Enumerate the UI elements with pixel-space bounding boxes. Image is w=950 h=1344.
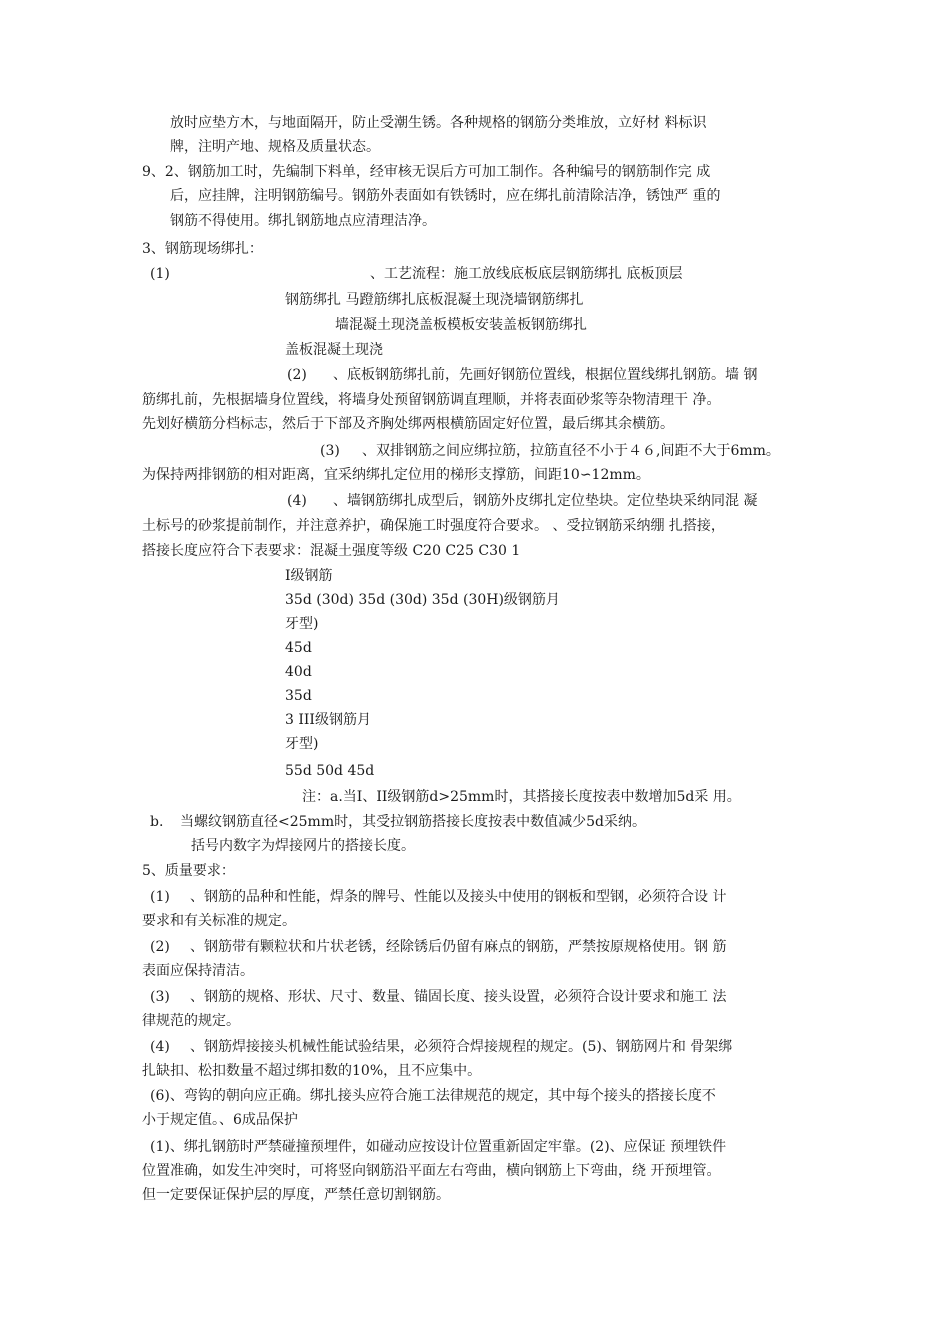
item-number: (3) (150, 989, 170, 1005)
text-line: 、工艺流程：施工放线底板底层钢筋绑扎 底板顶层 (370, 266, 683, 282)
table-text: 牙型) (285, 736, 319, 752)
text-line: 但一定要保证保护层的厚度，严禁任意切割钢筋。 (142, 1187, 450, 1203)
text-line: 后，应挂牌，注明钢筋编号。钢筋外表面如有铁锈时，应在绑扎前清除洁净，锈蚀严 重的 (170, 188, 721, 204)
text-line: 土标号的砂浆提前制作，并注意养护，确保施工时强度符合要求。 、受拉钢筋采纳绷 扎搭接， (142, 518, 725, 534)
table-text: I级钢筋 (285, 568, 333, 584)
note-number: b. (150, 814, 164, 830)
item-number: (1) (150, 889, 170, 905)
text-line: 放时应垫方木，与地面隔开，防止受潮生锈。各种规格的钢筋分类堆放，立好材 料标识 (170, 115, 707, 131)
text-line: 墙混凝土现浇盖板模板安装盖板钢筋绑扎 (335, 317, 587, 333)
table-text: 55d 50d 45d (285, 763, 375, 779)
table-text: 35d (285, 688, 312, 704)
text-line: (1)、绑扎钢筋时严禁碰撞预埋件，如碰动应按设计位置重新固定牢靠。(2)、应保证 预埋铁件 (150, 1139, 727, 1155)
table-text: 牙型) (285, 616, 319, 632)
text-line: 扎缺扣、松扣数量不超过绑扣数的10%，且不应集中。 (142, 1063, 482, 1079)
table-text: 40d (285, 664, 312, 680)
text-line: 先划好横筋分档标志，然后于下部及齐胸处绑两根横筋固定好位置，最后绑其余横筋。 (142, 416, 674, 432)
text-line: 搭接长度应符合下表要求：混凝土强度等级 C20 C25 C30 1 (142, 543, 521, 559)
text-line: 、钢筋焊接接头机械性能试验结果，必须符合焊接规程的规定。(5)、钢筋网片和 骨架绑 (190, 1039, 733, 1055)
item-number: (4) (150, 1039, 170, 1055)
text-line: 律规范的规定。 (142, 1013, 240, 1029)
text-line: 为保持两排钢筋的相对距离，宜采纳绑扎定位用的梯形支撑筋，间距10∽12mm。 (142, 467, 650, 483)
note-line: 注：a.当I、II级钢筋d>25mm时，其搭接长度按表中数增加5d采 用。 (302, 789, 741, 805)
text-line: (6)、弯钩的朝向应正确。绑扎接头应符合施工法律规范的规定，其中每个接头的搭接长度不 (150, 1088, 716, 1104)
item-number: (2) (287, 367, 307, 383)
text-line: 小于规定值。、6成品保护 (142, 1112, 298, 1128)
table-text: 35d (30d) 35d (30d) 35d (30H)级钢筋月 (285, 592, 560, 608)
item-number: (2) (150, 939, 170, 955)
text-line: 钢筋绑扎 马蹬筋绑扎底板混凝土现浇墙钢筋绑扎 (285, 292, 584, 308)
item-number: (4) (287, 493, 307, 509)
text-line: 、钢筋的品种和性能，焊条的牌号、性能以及接头中使用的钢板和型钢，必须符合设 计 (190, 889, 727, 905)
section-heading: 3、钢筋现场绑扎： (142, 241, 263, 257)
note-line: 括号内数字为焊接网片的搭接长度。 (191, 838, 415, 854)
text-line: 9、2、钢筋加工时，先编制下料单，经审核无误后方可加工制作。各种编号的钢筋制作完 成 (142, 164, 711, 180)
text-line: 、双排钢筋之间应绑拉筋，拉筋直径不小于４６,间距不大于6mm。 (362, 443, 780, 459)
text-line: 盖板混凝土现浇 (285, 342, 383, 358)
section-heading: 5、质量要求： (142, 863, 235, 879)
text-line: 要求和有关标准的规定。 (142, 913, 296, 929)
item-number: (1) (150, 266, 170, 282)
text-line: 、钢筋的规格、形状、尺寸、数量、锚固长度、接头设置，必须符合设计要求和施工 法 (190, 989, 727, 1005)
text-line: 筋绑扎前，先根据墙身位置线，将墙身处预留钢筋调直理顺，并将表面砂浆等杂物清理干 净。 (142, 392, 721, 408)
text-line: 表面应保持清洁。 (142, 963, 254, 979)
table-text: 3 III级钢筋月 (285, 712, 371, 728)
text-line: 位置准确，如发生冲突时，可将竖向钢筋沿平面左右弯曲，横向钢筋上下弯曲，绕 开预埋管。 (142, 1163, 721, 1179)
text-line: 牌，注明产地、规格及质量状态。 (170, 139, 380, 155)
note-line: 当螺纹钢筋直径<25mm时，其受拉钢筋搭接长度按表中数值减少5d采纳。 (180, 814, 646, 830)
text-line: 钢筋不得使用。绑扎钢筋地点应清理洁净。 (170, 213, 436, 229)
text-line: 、墙钢筋绑扎成型后，钢筋外皮绑扎定位垫块。定位垫块采纳同混 凝 (333, 493, 758, 509)
text-line: 、钢筋带有颗粒状和片状老锈，经除锈后仍留有麻点的钢筋，严禁按原规格使用。钢 筋 (190, 939, 727, 955)
item-number: (3) (320, 443, 340, 459)
text-line: 、底板钢筋绑扎前，先画好钢筋位置线，根据位置线绑扎钢筋。墙 钢 (333, 367, 758, 383)
table-text: 45d (285, 640, 312, 656)
